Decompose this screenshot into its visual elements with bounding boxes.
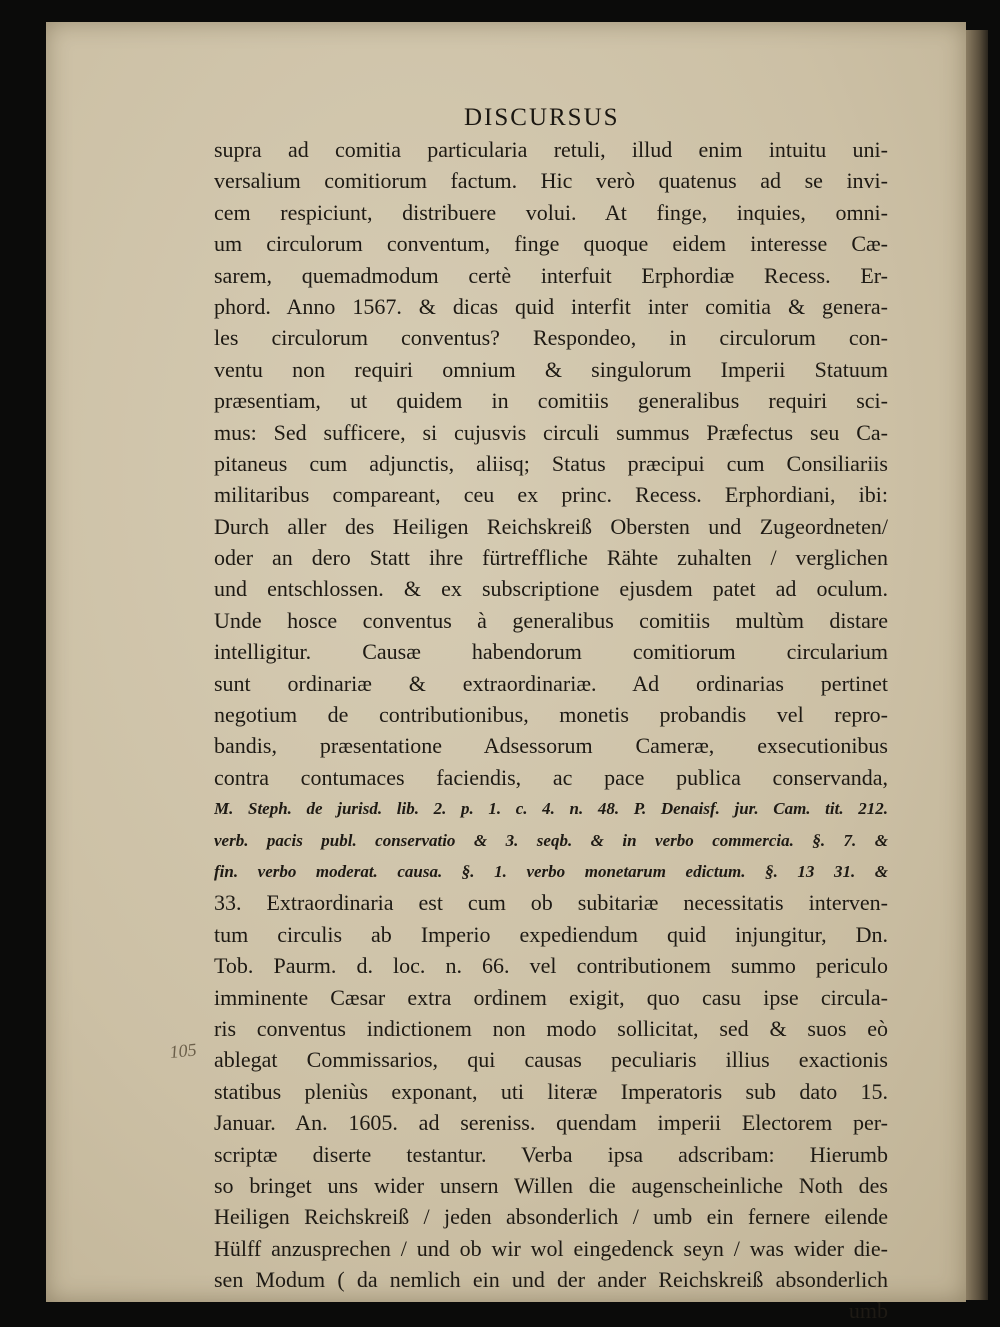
book-gutter-edge: [966, 30, 988, 1300]
text-line: Hülff anzusprechen / und ob wir wol eingedenck seyn / was wider die-: [214, 1235, 888, 1261]
text-line: Unde hosce conventus à generalibus comitiis multùm distare: [214, 607, 888, 633]
citation-line: verb. pacis publ. conservatio & 3. seqb. & in verbo commercia. §. 7. &: [214, 830, 888, 850]
text-line: les circulorum conventus? Respondeo, in circulorum con-: [214, 325, 888, 351]
text-line: Tob. Paurm. d. loc. n. 66. vel contributionem summo periculo: [214, 953, 888, 979]
text-line: ventu non requiri omnium & singulorum Imperii Statuum: [214, 356, 888, 382]
text-line: bandis, præsentatione Adsessorum Cameræ, exsecutionibus: [214, 733, 888, 759]
text-line: ablegat Commissarios, qui causas peculiaris illius exactionis: [214, 1047, 888, 1073]
text-line: pitaneus cum adjunctis, aliisq; Status præcipui cum Consiliariis: [214, 450, 888, 476]
text-line: intelligitur. Causæ habendorum comitiorum circularium: [214, 639, 888, 665]
text-line: tum circulis ab Imperio expediendum quid injungitur, Dn.: [214, 921, 888, 947]
text-line: oder an dero Statt ihre fürtreffliche Rähte zuhalten / verglichen: [214, 545, 888, 571]
text-line: ris conventus indictionem non modo sollicitat, sed & suos eò: [214, 1015, 888, 1041]
text-line: Januar. An. 1605. ad sereniss. quendam imperii Electorem per-: [214, 1110, 888, 1136]
text-line: sunt ordinariæ & extraordinariæ. Ad ordinarias pertinet: [214, 670, 888, 696]
text-line: phord. Anno 1567. & dicas quid interfit inter comitia & genera-: [214, 293, 888, 319]
text-line: scriptæ diserte testantur. Verba ipsa adscribam: Hierumb: [214, 1141, 888, 1167]
text-line: 33. Extraordinaria est cum ob subitariæ necessitatis interven-: [214, 890, 888, 916]
text-line: sarem, quemadmodum certè interfuit Erphordiæ Recess. Er-: [214, 262, 888, 288]
running-header: DISCURSUS: [464, 104, 620, 131]
text-line: militaribus compareant, ceu ex princ. Recess. Erphordiani, ibi:: [214, 482, 888, 508]
text-line: und entschlossen. & ex subscriptione ejusdem patet ad oculum.: [214, 576, 888, 602]
text-line: so bringet uns wider unsern Willen die augenscheinliche Noth des: [214, 1172, 888, 1198]
catchword: umb: [848, 1298, 888, 1324]
text-line: mus: Sed sufficere, si cujusvis circuli summus Præfectus seu Ca-: [214, 419, 888, 445]
text-line: statibus pleniùs exponant, uti literæ Imperatoris sub dato 15.: [214, 1078, 888, 1104]
text-line: Heiligen Reichskreiß / jeden absonderlich / umb ein fernere eilende: [214, 1204, 888, 1230]
text-line: præsentiam, ut quidem in comitiis generalibus requiri sci-: [214, 388, 888, 414]
text-line: contra contumaces faciendis, ac pace publica conservanda,: [214, 764, 888, 790]
margin-annotation: 105: [168, 1039, 198, 1063]
text-line: versalium comitiorum factum. Hic verò quatenus ad se invi-: [214, 168, 888, 194]
citation-line: fin. verbo moderat. causa. §. 1. verbo monetarum edictum. §. 13 31. &: [214, 861, 888, 881]
text-line: negotium de contributionibus, monetis probandis vel repro-: [214, 702, 888, 728]
citation-line: M. Steph. de jurisd. lib. 2. p. 1. c. 4. n. 48. P. Denaisf. jur. Cam. tit. 212.: [214, 799, 888, 819]
text-line: um circulorum conventum, finge quoque eidem interesse Cæ-: [214, 231, 888, 257]
body-text: [214, 134, 888, 1324]
text-line: Durch aller des Heiligen Reichskreiß Obersten und Zugeordneten/: [214, 513, 888, 539]
text-line: sen Modum ( da nemlich ein und der ander Reichskreiß absonderlich: [214, 1267, 888, 1293]
text-line: cem respiciunt, distribuere volui. At finge, inquies, omni-: [214, 199, 888, 225]
text-line: imminente Cæsar extra ordinem exigit, quo casu ipse circula-: [214, 984, 888, 1010]
text-line: supra ad comitia particularia retuli, illud enim intuitu uni-: [214, 137, 888, 162]
